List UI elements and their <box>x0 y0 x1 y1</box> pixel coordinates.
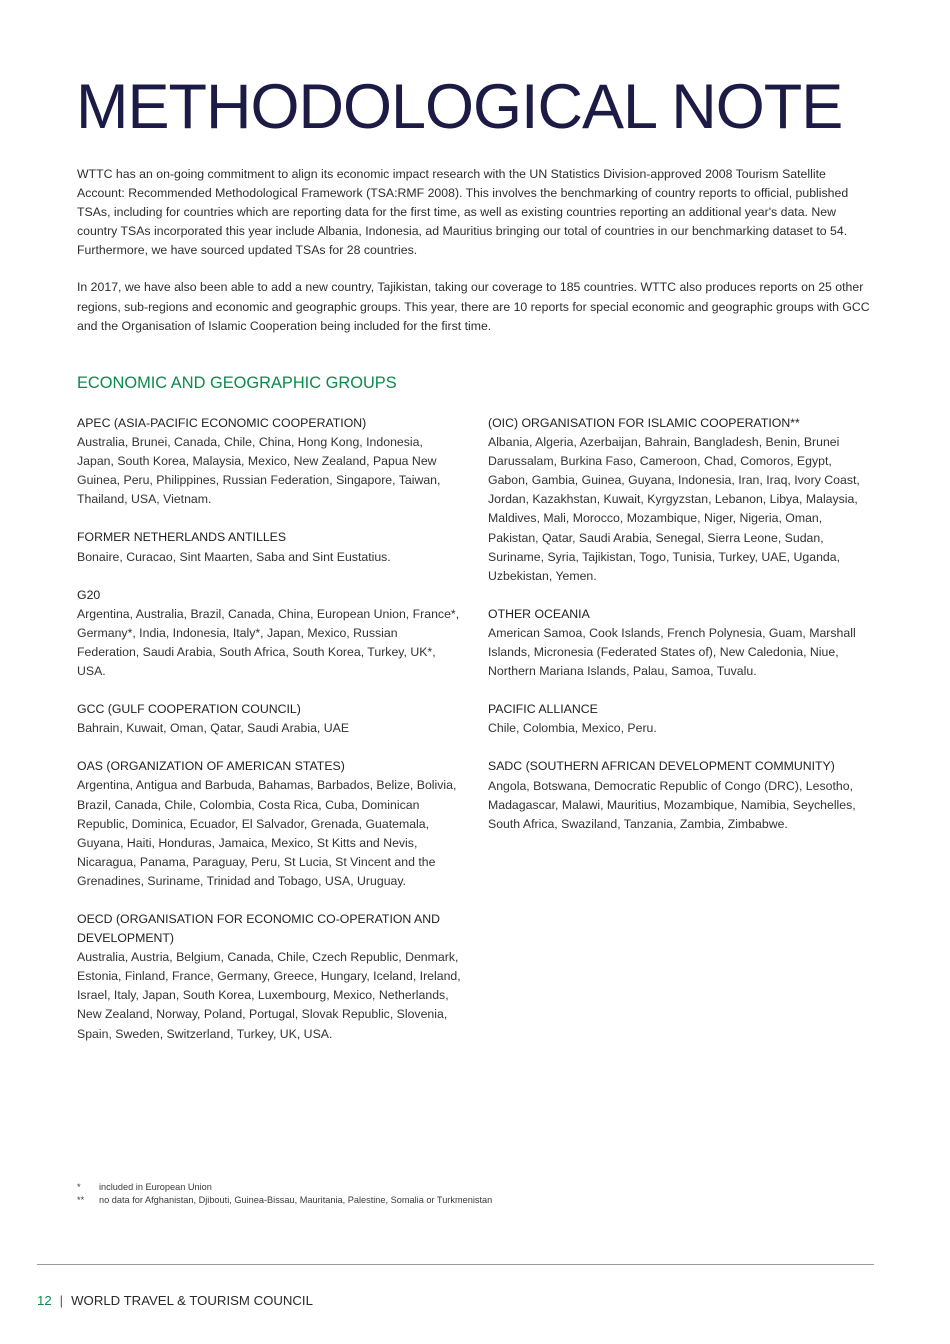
intro-text <box>77 165 872 354</box>
group-oic <box>488 414 873 586</box>
footnote <box>77 1181 492 1194</box>
group-name: OECD (ORGANISATION FOR ECONOMIC CO-OPERATION AND DEVELOPMENT) <box>77 911 441 946</box>
group-oas <box>77 757 462 891</box>
group-members: Argentina, Australia, Brazil, Canada, China, European Union, France*, Germany*, India, Indonesia, Italy*, Japan, Mexico, Russian Federation, Saudi Arabia, South Africa, South Korea, Turkey, UK*, USA. <box>77 606 460 679</box>
group-members: Bahrain, Kuwait, Oman, Qatar, Saudi Arabia, UAE <box>77 721 350 736</box>
group-members: Bonaire, Curacao, Sint Maarten, Saba and Sint Eustatius. <box>77 549 391 564</box>
footer-divider <box>37 1264 874 1265</box>
section-title: ECONOMIC AND GEOGRAPHIC GROUPS <box>77 374 397 392</box>
group-g20 <box>77 586 462 681</box>
group-other-oceania <box>488 605 873 681</box>
groups-left-column <box>77 414 462 1063</box>
group-members: Angola, Botswana, Democratic Republic of Congo (DRC), Lesotho, Madagascar, Malawi, Mauritius, Mozambique, Namibia, Seychelles, South Africa, Swaziland, Tanzania, Zambia, Zimbabwe. <box>488 778 856 831</box>
group-name: FORMER NETHERLANDS ANTILLES <box>77 530 287 545</box>
footer-separator: | <box>59 1293 64 1308</box>
group-apec <box>77 414 462 509</box>
page-number: 12 <box>37 1293 52 1308</box>
group-name: PACIFIC ALLIANCE <box>488 702 598 717</box>
group-members: Australia, Austria, Belgium, Canada, Chile, Czech Republic, Denmark, Estonia, Finland, France, Germany, Greece, Hungary, Iceland, Ireland, Israel, Italy, Japan, South Korea, Luxembourg, Mexico, Netherlands, New Zealand, Norway, Poland, Portugal, Slovak Republic, Slovenia, Spain, Sweden, Switzerland, Turkey, UK, USA. <box>77 950 461 1041</box>
group-name: SADC (SOUTHERN AFRICAN DEVELOPMENT COMMUNITY) <box>488 759 835 774</box>
group-oecd <box>77 910 462 1044</box>
group-former-netherlands-antilles <box>77 528 462 566</box>
organization-name: WORLD TRAVEL & TOURISM COUNCIL <box>71 1293 313 1308</box>
page-title: METHODOLOGICAL NOTE <box>76 72 843 142</box>
group-members: Australia, Brunei, Canada, Chile, China, Hong Kong, Indonesia, Japan, South Korea, Malaysia, Mexico, New Zealand, Papua New Guinea, Peru, Philippines, Russian Federation, Singapore, Taiwan, Thailand, USA, Vietnam. <box>77 435 441 507</box>
group-members: Albania, Algeria, Azerbaijan, Bahrain, Bangladesh, Benin, Brunei Darussalam, Burkina Faso, Cameroon, Chad, Comoros, Egypt, Gabon, Gambia, Guinea, Guyana, Indonesia, Iran, Iraq, Ivory Coast, Jordan, Kazakhstan, Kuwait, Kyrgyzstan, Lebanon, Libya, Malaysia, Maldives, Mali, Morocco, Mozambique, Niger, Nigeria, Oman, Pakistan, Qatar, Saudi Arabia, Senegal, Sierra Leone, Sudan, Suriname, Syria, Tajikistan, Togo, Tunisia, Turkey, UAE, Uganda, Uzbekistan, Yemen. <box>488 435 860 583</box>
footnote <box>77 1194 492 1207</box>
intro-paragraph: In 2017, we have also been able to add a new country, Tajikistan, taking our coverage to 185 countries. WTTC also produces reports on 25 other regions, sub-regions and economic and geographic groups. This year, there are 10 reports for special economic and geographic groups with GCC and the Organisation of Islamic Cooperation being included for the first time. <box>77 280 870 333</box>
group-name: G20 <box>77 587 101 602</box>
group-members: Argentina, Antigua and Barbuda, Bahamas, Barbados, Belize, Bolivia, Brazil, Canada, Chile, Colombia, Costa Rica, Cuba, Dominican Republic, Dominica, Ecuador, El Salvador, Grenada, Guatemala, Guyana, Haiti, Honduras, Jamaica, Mexico, St Kitts and Nevis, Nicaragua, Panama, Paraguay, Peru, St Lucia, St Vincent and the Grenadines, Suriname, Trinidad and Tobago, USA, Uruguay. <box>77 778 457 888</box>
group-gcc <box>77 700 462 738</box>
footnote-mark: * <box>77 1182 81 1192</box>
group-name: GCC (GULF COOPERATION COUNCIL) <box>77 702 301 717</box>
footnote-mark: ** <box>77 1195 85 1205</box>
intro-paragraph: WTTC has an on-going commitment to align its economic impact research with the UN Statistics Division-approved 2008 Tourism Satellite Account: Recommended Methodological Framework (TSA:RMF 2008). This involves the benchmarking of country reports to official, published TSAs, including for countries which are reporting data for the first time, as well as existing countries reporting an additional year's data. New country TSAs incorporated this year include Albania, Indonesia, ad Mauritius bringing our total of countries in our benchmarking dataset to 54. Furthermore, we have sourced updated TSAs for 28 countries. <box>77 167 849 258</box>
footnote-text: included in European Union <box>99 1182 212 1192</box>
group-members: Chile, Colombia, Mexico, Peru. <box>488 721 657 736</box>
footnotes <box>77 1181 492 1207</box>
page-footer <box>37 1292 313 1310</box>
group-name: (OIC) ORGANISATION FOR ISLAMIC COOPERATION** <box>488 416 800 430</box>
footnote-text: no data for Afghanistan, Djibouti, Guinea-Bissau, Mauritania, Palestine, Somalia or Turkmenistan <box>99 1195 493 1205</box>
group-members: American Samoa, Cook Islands, French Polynesia, Guam, Marshall Islands, Micronesia (Federated States of), New Caledonia, Niue, Northern Mariana Islands, Palau, Samoa, Tuvalu. <box>488 625 856 679</box>
group-pacific-alliance <box>488 700 873 738</box>
group-sadc <box>488 757 873 833</box>
group-name: OAS (ORGANIZATION OF AMERICAN STATES) <box>77 759 345 774</box>
group-name: OTHER OCEANIA <box>488 606 590 621</box>
group-name: APEC (ASIA-PACIFIC ECONOMIC COOPERATION) <box>77 416 367 430</box>
groups-right-column <box>488 414 873 853</box>
